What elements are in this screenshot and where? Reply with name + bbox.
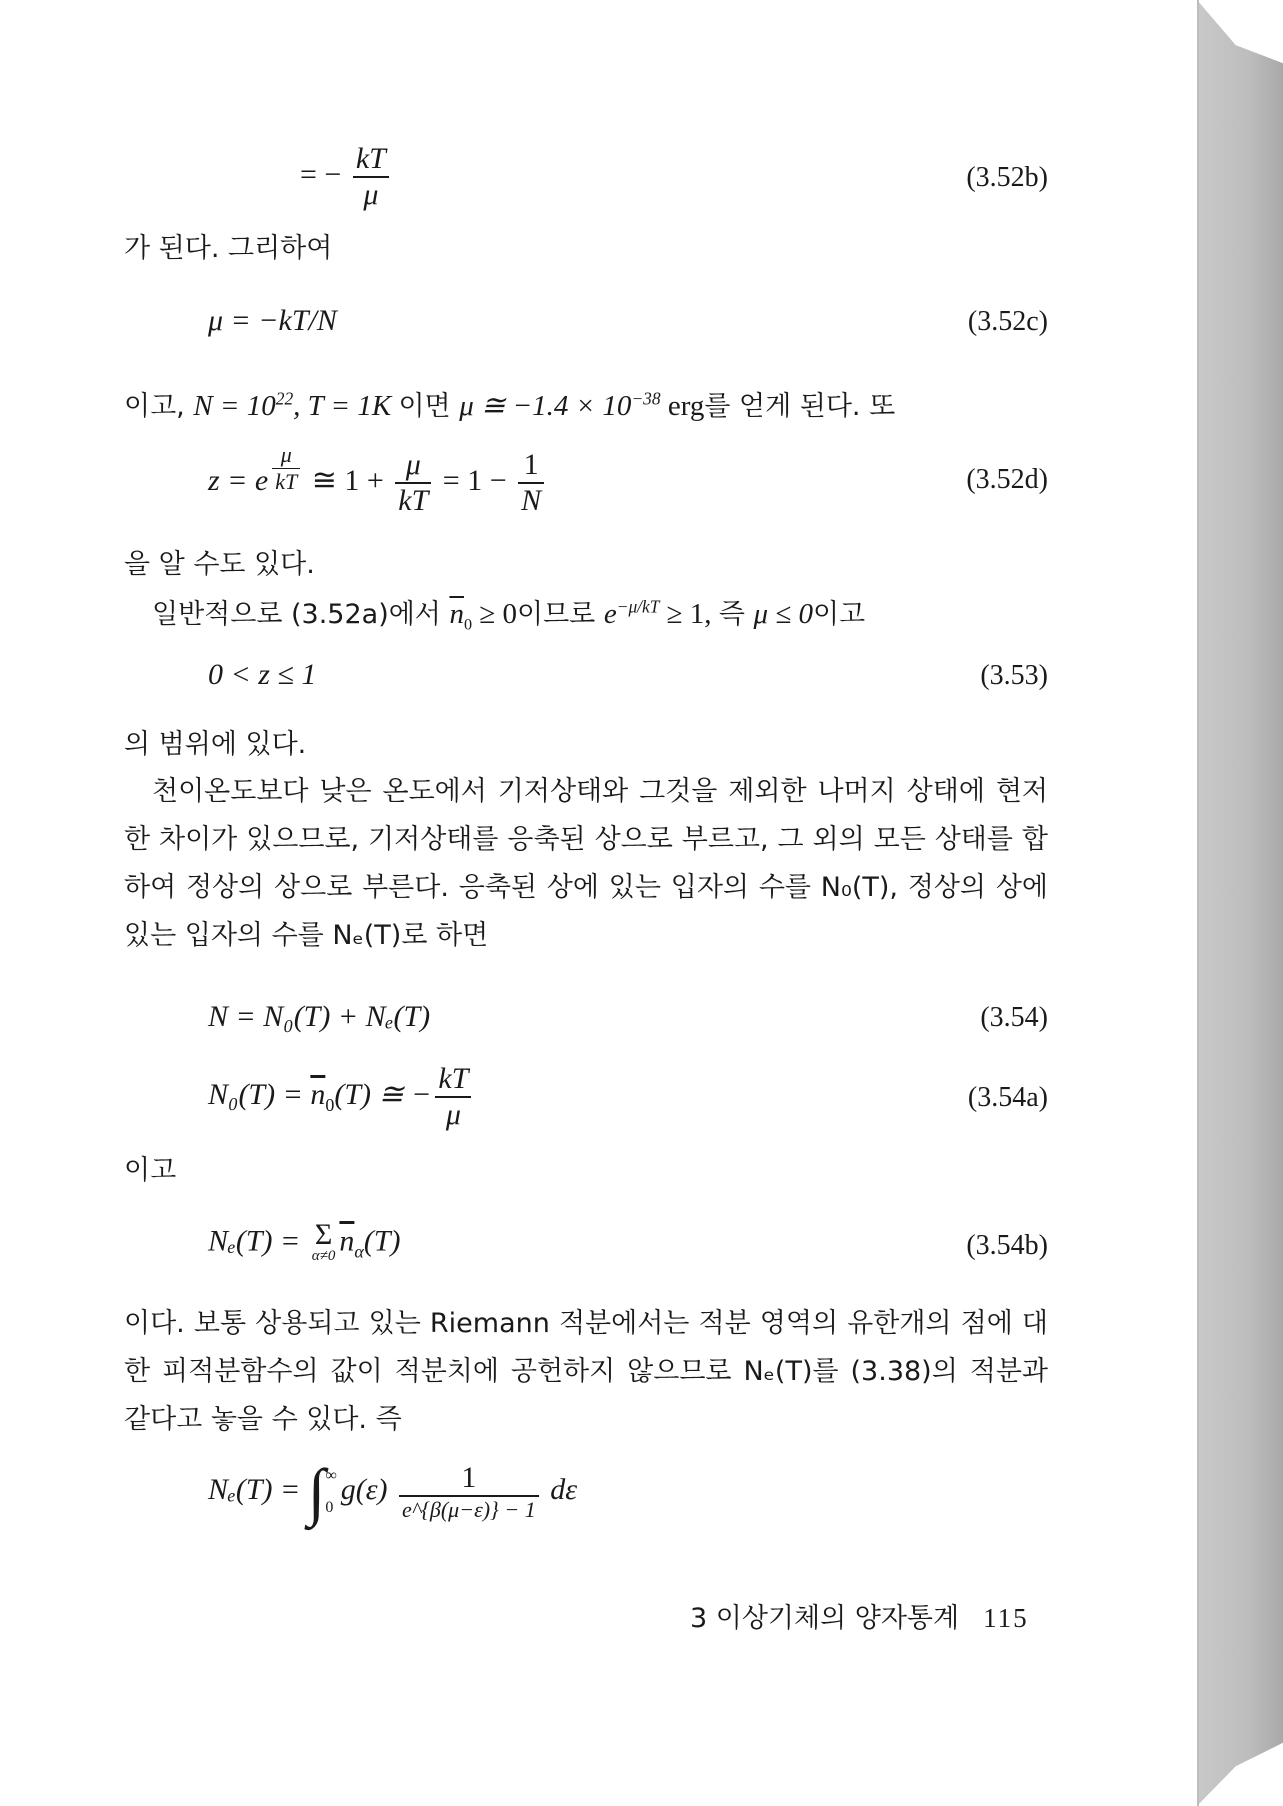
equation-3-52d <box>208 442 548 518</box>
text-seg: 이고, <box>124 391 194 422</box>
eq-expr: (T) <box>363 1224 401 1258</box>
paragraph: 천이온도보다 낮은 온도에서 기저상태와 그것을 제외한 나머지 상태에 현저한 차이가 있으므로, 기저상태를 응축된 상으로 부르고, 그 외의 모든 상태를 합하여 정상의 상으로 부른다. 응축된 상에 있는 입자의 수를 N₀(T), 정상의 상에 있는 입자의 수를 Nₑ(T)로 하면 <box>124 776 1048 951</box>
text-seg: 즉 <box>718 599 754 630</box>
eq-sub: 0 <box>325 1094 335 1115</box>
text-line: 의 범위에 있다. <box>124 729 307 760</box>
eq-expr: $\overline{n}$ <box>339 1224 355 1258</box>
eq-expr: $\overline{n}$ <box>310 1077 326 1111</box>
eq-expr: (T) ≅ − <box>334 1077 432 1111</box>
frac-den: kT <box>275 469 298 494</box>
text-line: 이고 <box>124 1155 177 1186</box>
eq-expr: ≅ 1 + <box>304 463 392 497</box>
equation-3-52c: μ = −kT/N <box>208 304 337 337</box>
text-seg: 이므로 <box>516 599 604 630</box>
page-number: 115 <box>983 1603 1029 1633</box>
sum-symbol: Σ <box>314 1218 333 1251</box>
sum-index: α≠0 <box>311 1248 336 1264</box>
text-seg: ≥ 1, <box>659 598 719 630</box>
text-seg: ≥ 0 <box>472 598 517 630</box>
equation-integral <box>208 1456 578 1527</box>
frac-num: kT <box>435 1062 471 1098</box>
frac-den: kT <box>398 484 429 517</box>
frac-num: 1 <box>518 448 544 484</box>
text-seg: erg <box>660 390 705 422</box>
text-seg: μ ≤ 0 <box>753 598 813 630</box>
eq-expr: z = e <box>208 463 269 497</box>
equation-3-52b <box>300 142 393 212</box>
frac-num: 1 <box>399 1461 539 1497</box>
text-seg: 를 얻게 된다. 또 <box>704 391 896 422</box>
text-seg: 일반적으로 (3.52a)에서 <box>152 599 450 630</box>
frac-num: μ <box>272 442 300 469</box>
text-sup: −38 <box>631 388 661 409</box>
equation-3-54a <box>208 1062 475 1132</box>
eq-number-3-54b: (3.54b) <box>966 1230 1048 1261</box>
page-edge-shadow <box>1197 0 1283 1806</box>
text-seg: , T = 1K <box>293 390 399 422</box>
eq-expr: dε <box>542 1472 578 1506</box>
text-sup: 22 <box>275 388 294 409</box>
text-seg: 이고 <box>812 599 866 630</box>
text-seg: N = 10 <box>193 390 276 422</box>
text-sup: −μ/kT <box>616 596 660 617</box>
text-line: 을 알 수도 있다. <box>124 549 315 580</box>
integral-upper: ∞ <box>325 1467 337 1484</box>
eq-number-3-52b: (3.52b) <box>966 162 1048 193</box>
eq-number-3-52d: (3.52d) <box>966 464 1048 495</box>
text-line <box>124 384 895 423</box>
text-line: 가 된다. 그리하여 <box>124 233 333 264</box>
frac-den: e^{β(μ−ε)} − 1 <box>402 1497 536 1522</box>
eq-expr: Nₑ(T) = <box>208 1224 308 1258</box>
frac-num: μ <box>395 448 431 484</box>
text-seg: 이면 <box>398 391 460 422</box>
eq-number-3-54: (3.54) <box>980 1002 1048 1033</box>
chapter-title: 3 이상기체의 양자통계 <box>690 1603 960 1634</box>
page-footer <box>690 1596 1029 1635</box>
equation-3-54: N = N₀(T) + Nₑ(T) <box>208 1000 431 1033</box>
text-seg: $\overline{n}$ <box>449 598 464 630</box>
eq-expr: N₀(T) = <box>208 1077 311 1111</box>
integral-symbol: ∫ <box>307 1456 326 1527</box>
eq-expr: Nₑ(T) = <box>208 1472 308 1506</box>
frac-den: μ <box>363 178 379 211</box>
text-seg: e <box>603 598 617 630</box>
integral-lower: 0 <box>325 1499 334 1516</box>
eq-expr: = − <box>300 157 342 191</box>
eq-expr: g(ε) <box>340 1472 396 1506</box>
equation-3-53: 0 < z ≤ 1 <box>208 658 317 691</box>
eq-sub: α <box>354 1241 364 1262</box>
eq-number-3-54a: (3.54a) <box>967 1082 1048 1113</box>
text-seg: μ ≅ −1.4 × 10 <box>459 390 632 422</box>
eq-number-3-53: (3.53) <box>980 660 1048 691</box>
frac-den: μ <box>445 1098 461 1131</box>
text-sub: 0 <box>463 615 473 634</box>
paragraph: 이다. 보통 상용되고 있는 Riemann 적분에서는 적분 영역의 유한개의 점에 대한 피적분함수의 값이 적분치에 공헌하지 않으므로 Nₑ(T)를 (3.38)의 적분과 같다고 놓을 수 있다. 즉 <box>124 1308 1048 1435</box>
eq-expr: = 1 − <box>435 463 515 497</box>
text-line <box>152 592 865 634</box>
frac-num: kT <box>353 142 389 178</box>
eq-number-3-52c: (3.52c) <box>967 306 1048 337</box>
frac-den: N <box>521 484 542 517</box>
equation-3-54b <box>208 1218 401 1265</box>
